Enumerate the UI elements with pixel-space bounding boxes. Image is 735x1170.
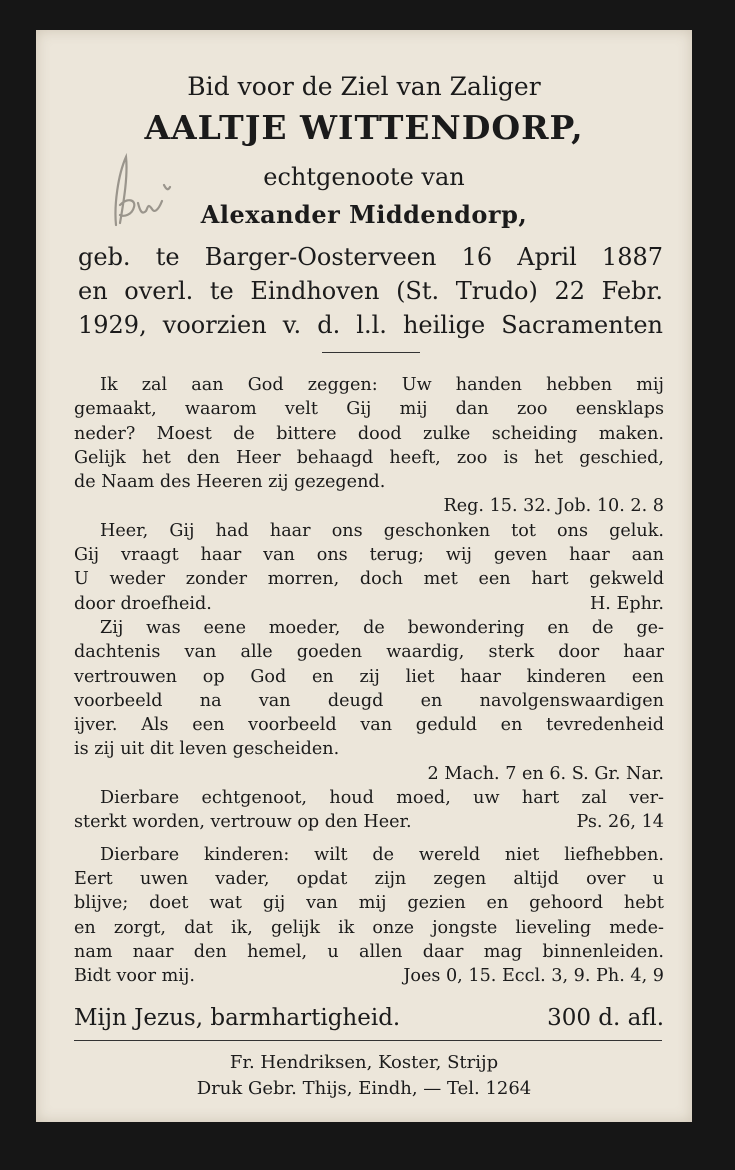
- text-line-with-ref: [74, 592, 664, 616]
- divider-long: [74, 1040, 662, 1041]
- text-fragment: sterkt worden, vertrouw op den Heer.: [74, 812, 412, 833]
- text-line: Gij vraagt haar van ons terug; wij geven haar aan: [74, 545, 664, 566]
- deceased-name: AALTJE WITTENDORP,: [144, 108, 584, 147]
- scripture-reference: Ps. 26, 14: [576, 812, 664, 833]
- text-line: Ik zal aan God zeggen: Uw handen hebben mij: [100, 375, 664, 395]
- prayer-text: [74, 373, 664, 988]
- text-line: Eert uwen vader, opdat zijn zegen altijd over u: [74, 868, 664, 889]
- text-line: Dierbare kinderen: wilt de wereld niet liefhebben.: [100, 844, 664, 865]
- indulgence-value: 300 d. afl.: [547, 1005, 664, 1031]
- scripture-reference: Reg. 15. 32. Job. 10. 2. 8: [443, 496, 664, 517]
- text-fragment: Bidt voor mij.: [74, 966, 195, 987]
- scripture-reference: H. Ephr.: [589, 593, 664, 614]
- text-line: gemaakt, waarom velt Gij mij dan zoo eensklaps: [74, 399, 664, 420]
- text-line: neder? Moest de bittere dood zulke scheiding maken.: [74, 423, 664, 444]
- invocation: Bid voor de Ziel van Zaliger: [187, 72, 541, 101]
- text-line: voorbeeld na van deugd en navolgenswaardigen: [74, 690, 664, 711]
- divider-short: [322, 352, 420, 353]
- text-line: blijve; doet wat gij van mij gezien en gehoord hebt: [74, 893, 664, 914]
- text-line: Zij was eene moeder, de bewondering en de ge-: [100, 617, 664, 638]
- sexton-line: Fr. Hendriksen, Koster, Strijp: [229, 1052, 499, 1073]
- text-line: is zij uit dit leven gescheiden.: [74, 739, 340, 760]
- text-line: de Naam des Heeren zij gezegend.: [74, 472, 386, 493]
- scripture-reference: Joes 0, 15. Eccl. 3, 9. Ph. 4, 9: [403, 966, 664, 987]
- spouse-name: Alexander Middendorp,: [200, 200, 528, 229]
- card-paper: [36, 30, 692, 1122]
- text-line: Heer, Gij had haar ons geschonken tot ons geluk.: [100, 520, 664, 541]
- text-fragment: door droefheid.: [74, 593, 212, 614]
- text-line-with-ref: [74, 964, 664, 988]
- birth-line: geb. te Barger-Oosterveen 16 April 1887: [78, 243, 663, 271]
- relation-line: echtgenoote van: [263, 163, 465, 191]
- text-line: dachtenis van alle goeden waardig, sterk door haar: [74, 642, 664, 663]
- text-line: nam naar den hemel, u allen daar mag binnenleiden.: [74, 941, 664, 962]
- text-line: vertrouwen op God en zij liet haar kinderen een: [74, 666, 664, 687]
- text-line: Gelijk het den Heer behaagd heeft, zoo is het geschied,: [74, 447, 664, 468]
- indulgence-prayer: [74, 1005, 664, 1031]
- scripture-reference: 2 Mach. 7 en 6. S. Gr. Nar.: [427, 763, 664, 784]
- ejaculation-text: Mijn Jezus, barmhartigheid.: [74, 1005, 401, 1031]
- text-line: ijver. Als een voorbeeld van geduld en tevredenheid: [74, 715, 664, 736]
- sacrament-line: 1929, voorzien v. d. l.l. heilige Sacramenten: [78, 311, 663, 339]
- printer-line: Druk Gebr. Thijs, Eindh, — Tel. 1264: [196, 1078, 532, 1099]
- text-line: en zorgt, dat ik, gelijk ik onze jongste lieveling mede-: [74, 917, 664, 938]
- text-line: U weder zonder morren, doch met een hart gekweld: [74, 569, 664, 590]
- text-line-with-ref: [74, 810, 664, 834]
- text-line: Dierbare echtgenoot, houd moed, uw hart zal ver-: [100, 788, 664, 809]
- death-line: en overl. te Eindhoven (St. Trudo) 22 Febr.: [78, 277, 663, 305]
